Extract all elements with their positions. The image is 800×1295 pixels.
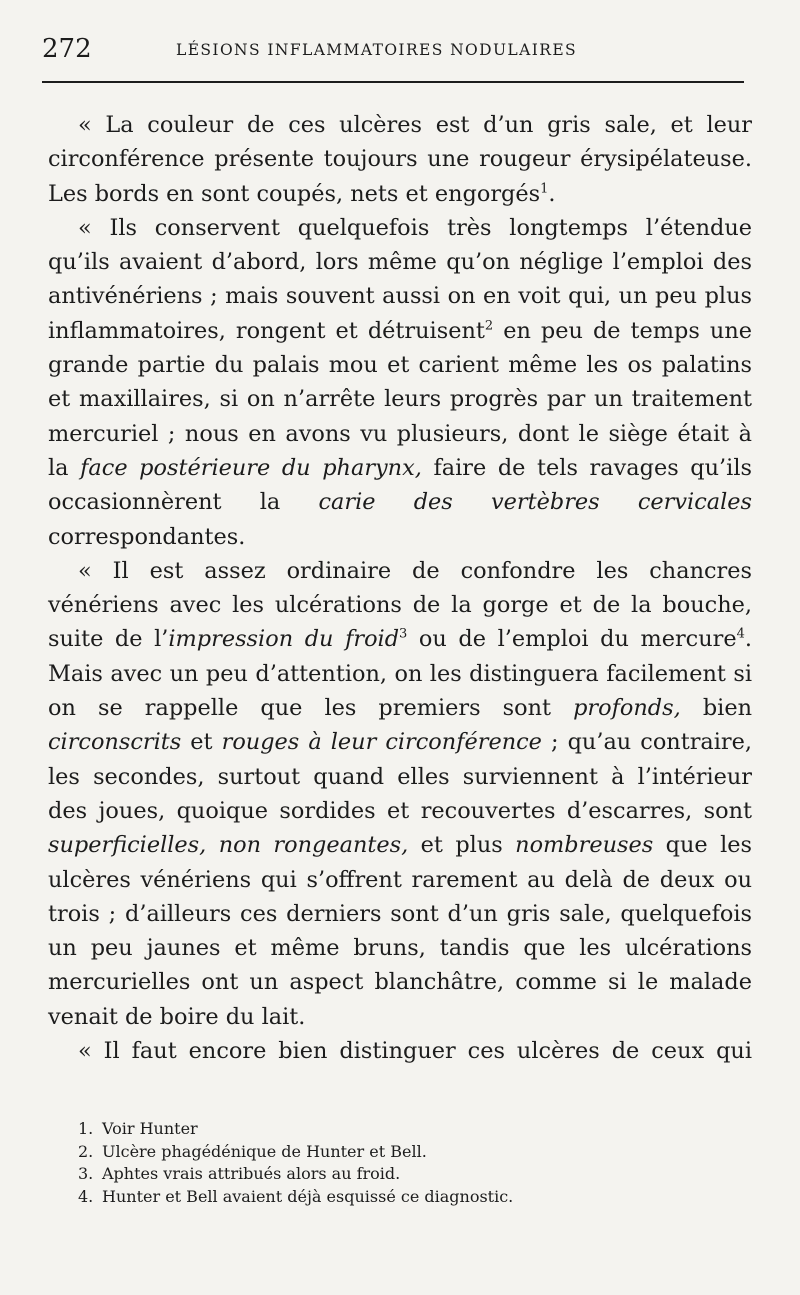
italic-run: circonscrits bbox=[48, 729, 182, 756]
italic-run: carie des vertèbres cervicales bbox=[318, 489, 752, 516]
footnote-text: Ulcère phagédénique de Hunter et Bell. bbox=[102, 1141, 427, 1161]
text-run: « Il est assez ordinaire de confondre les chancres vénériens avec les ulcérations de la gorge et de la bouche, suite de l’ bbox=[48, 557, 752, 653]
paragraph bbox=[48, 1034, 752, 1068]
text-run: correspondantes. bbox=[48, 523, 246, 550]
footnote-number: 1. bbox=[78, 1119, 94, 1138]
text-run: ; qu’au contraire, les secondes, surtout quand elles surviennent à l’intérieur des joues, quoique sordides et recouvertes d’escarres, sont bbox=[48, 729, 752, 824]
text-run: bien bbox=[680, 695, 752, 722]
italic-run: impression du froid bbox=[168, 626, 400, 653]
footnote-number: 4. bbox=[78, 1186, 94, 1206]
italic-run: nombreuses bbox=[515, 832, 654, 859]
body-text bbox=[48, 108, 752, 1068]
footnote-ref: 2 bbox=[484, 318, 494, 334]
footnote bbox=[78, 1118, 718, 1141]
footnote bbox=[78, 1163, 718, 1186]
text-run: . bbox=[548, 180, 556, 207]
paragraph bbox=[48, 108, 752, 211]
italic-run: superficielles, bbox=[48, 832, 207, 859]
italic-run: rouges à leur circonférence bbox=[221, 729, 542, 756]
text-run: « La couleur de ces ulcères est d’un gris sale, et leur circonférence présente toujours une rougeur érysipélateuse. Les bords en sont coupés, nets et engorgés bbox=[48, 112, 752, 207]
text-run bbox=[206, 832, 218, 858]
italic-run: non rongeantes, bbox=[218, 832, 409, 859]
footnote bbox=[78, 1186, 718, 1209]
footnote bbox=[78, 1141, 718, 1164]
text-run: en peu de temps une grande partie du palais mou et carient même les os palatins et maxillaires, si on n’arrête leurs progrès par un traitement mercuriel ; nous en avons vu plusieurs, dont le siège était à la bbox=[48, 317, 752, 481]
footnote-number: 3. bbox=[78, 1164, 94, 1183]
footnote-text: Voir Hunter bbox=[102, 1119, 198, 1138]
paragraph bbox=[48, 211, 752, 554]
footnote-text: Aphtes vrais attribués alors au froid. bbox=[102, 1164, 401, 1183]
italic-run: profonds, bbox=[573, 695, 681, 722]
footnote-text: Hunter et Bell avaient déjà esquissé ce diagnostic. bbox=[102, 1186, 514, 1206]
text-run: que les ulcères vénériens qui s’offrent rarement au delà de deux ou trois ; d’ailleurs ces derniers sont d’un gris sale, quelquefois un peu jaunes et même bruns, tandis que les ulcérations mercurielles ont un aspect blanchâtre, comme si le malade venait de boire du lait. bbox=[48, 832, 752, 1030]
text-run: et bbox=[181, 729, 222, 756]
text-run: faire de tels ravages qu’ils occasionnèrent la bbox=[48, 454, 752, 516]
footnote-ref: 1 bbox=[540, 181, 549, 197]
text-run: et plus bbox=[408, 832, 516, 859]
footnote-number: 2. bbox=[78, 1141, 94, 1161]
text-run: . Mais avec un peu d’attention, on les distinguera facilement si on se rappelle que les premiers sont bbox=[48, 626, 752, 722]
footnote-ref: 4 bbox=[736, 626, 745, 642]
header-rule bbox=[42, 81, 744, 83]
page-number: 272 bbox=[42, 34, 92, 64]
footnote-ref: 3 bbox=[399, 626, 408, 642]
paragraph bbox=[48, 554, 752, 1034]
text-run: « Ils conservent quelquefois très longtemps l’étendue qu’ils avaient d’abord, lors même qu’on néglige l’emploi des antivénériens ; mais souvent aussi on en voit qui, un peu plus inflammatoires, rongent et détruisent bbox=[48, 214, 752, 344]
italic-run: face postérieure du pharynx, bbox=[80, 454, 422, 481]
text-run: ou de l’emploi du mercure bbox=[407, 626, 737, 653]
running-header bbox=[42, 34, 754, 64]
text-run: « Il faut encore bien distinguer ces ulcères de ceux qui bbox=[78, 1038, 752, 1065]
running-title: LÉSIONS INFLAMMATOIRES NODULAIRES bbox=[176, 41, 578, 59]
footnotes bbox=[78, 1118, 718, 1208]
